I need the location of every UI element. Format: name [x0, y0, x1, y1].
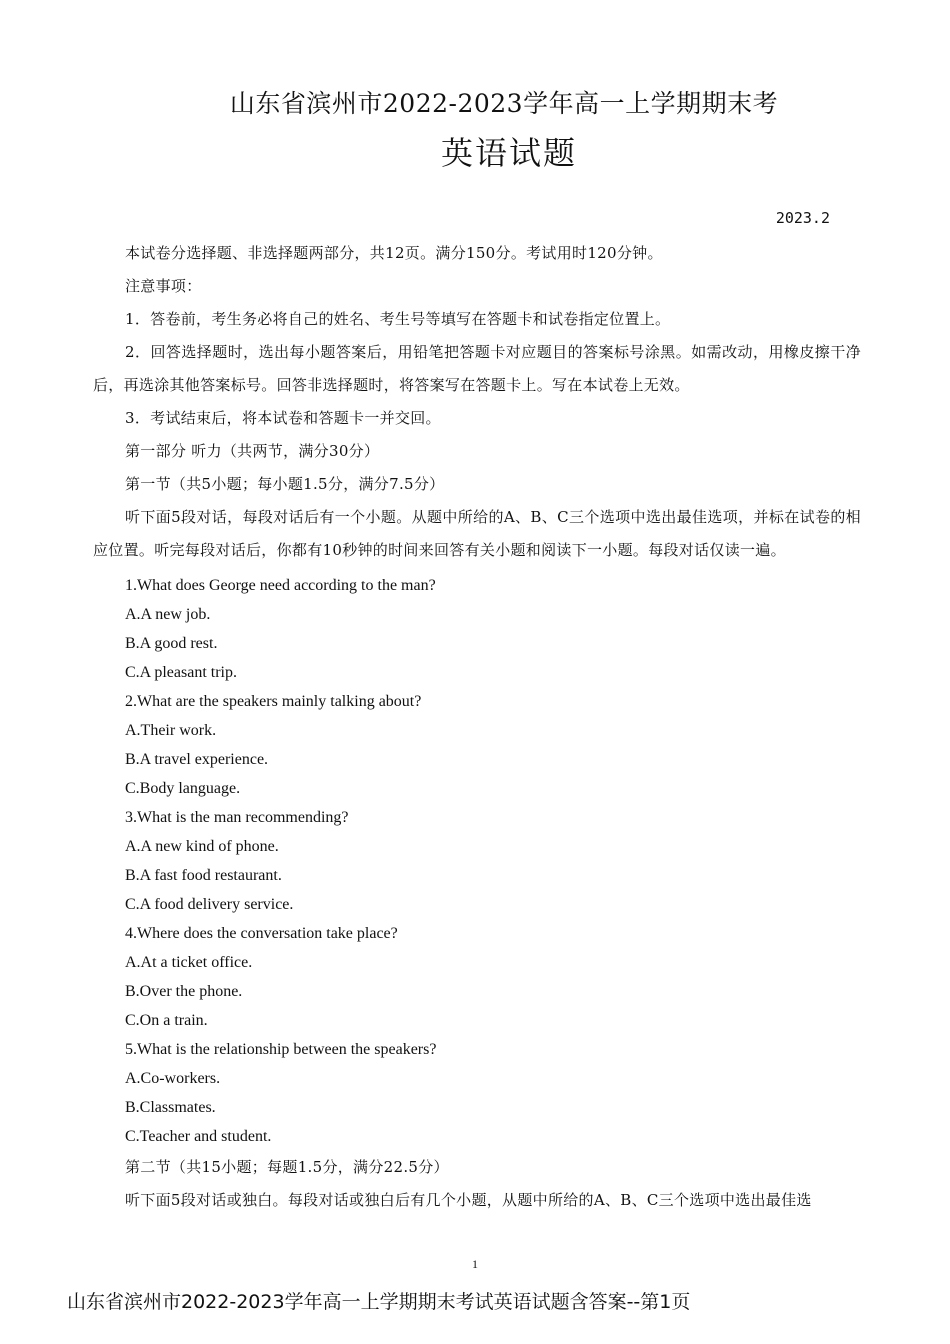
option-a: A.A new kind of phone. — [125, 838, 279, 855]
option-c: C.On a train. — [125, 1012, 208, 1029]
section2-heading: 第二节（共15小题；每题1.5分，满分22.5分） — [125, 1158, 449, 1176]
exam-date: 2023.2 — [775, 209, 830, 227]
notice-heading: 注意事项： — [125, 277, 202, 295]
question-stem: 1.What does George need according to the man? — [125, 577, 436, 594]
option-b: B.A fast food restaurant. — [125, 867, 282, 884]
question-stem: 4.Where does the conversation take place? — [125, 925, 398, 942]
document-body — [93, 237, 861, 1217]
page-footer: 山东省滨州市2022-2023学年高一上学期期末考试英语试题含答案--第1页 — [67, 1291, 691, 1313]
question-stem: 2.What are the speakers mainly talking about? — [125, 693, 422, 710]
section1-heading: 第一节（共5小题；每小题1.5分，满分7.5分） — [125, 475, 445, 493]
section1-directions: 听下面5段对话，每段对话后有一个小题。从题中所给的A、B、C三个选项中选出最佳选项，并标在试卷的相应位置。听完每段对话后，你都有10秒钟的时间来回答有关小题和阅读下一小题。每段对话仅读一遍。 — [93, 508, 861, 559]
exam-subtitle: 英语试题 — [440, 134, 577, 172]
option-b: B.Classmates. — [125, 1099, 216, 1116]
section2-directions: 听下面5段对话或独白。每段对话或独白后有几个小题，从题中所给的A、B、C三个选项中选出最佳选 — [125, 1191, 812, 1209]
exam-title: 山东省滨州市2022-2023学年高一上学期期末考 — [229, 89, 779, 118]
option-a: A.Co-workers. — [125, 1070, 221, 1087]
option-b: B.Over the phone. — [125, 983, 243, 1000]
question-stem: 5.What is the relationship between the speakers? — [125, 1041, 437, 1058]
option-c: C.Teacher and student. — [125, 1128, 272, 1145]
option-a: A.A new job. — [125, 606, 211, 623]
option-c: C.A food delivery service. — [125, 896, 294, 913]
page-number: 1 — [472, 1257, 478, 1271]
part1-heading: 第一部分 听力（共两节，满分30分） — [125, 442, 380, 460]
notice-item-1: 1．答卷前，考生务必将自己的姓名、考生号等填写在答题卡和试卷指定位置上。 — [125, 310, 671, 328]
question-stem: 3.What is the man recommending? — [125, 809, 349, 826]
option-a: A.Their work. — [125, 722, 217, 739]
option-b: B.A good rest. — [125, 635, 218, 652]
option-c: C.A pleasant trip. — [125, 664, 237, 681]
option-b: B.A travel experience. — [125, 751, 269, 768]
notice-item-2: 2．回答选择题时，选出每小题答案后，用铅笔把答题卡对应题目的答案标号涂黑。如需改动，用橡皮擦干净后，再选涂其他答案标号。回答非选择题时，将答案写在答题卡上。写在本试卷上无效。 — [93, 343, 861, 394]
option-a: A.At a ticket office. — [125, 954, 253, 971]
notice-item-3: 3．考试结束后，将本试卷和答题卡一并交回。 — [125, 409, 441, 427]
intro-text: 本试卷分选择题、非选择题两部分，共12页。满分150分。考试用时120分钟。 — [125, 244, 663, 262]
option-c: C.Body language. — [125, 780, 241, 797]
